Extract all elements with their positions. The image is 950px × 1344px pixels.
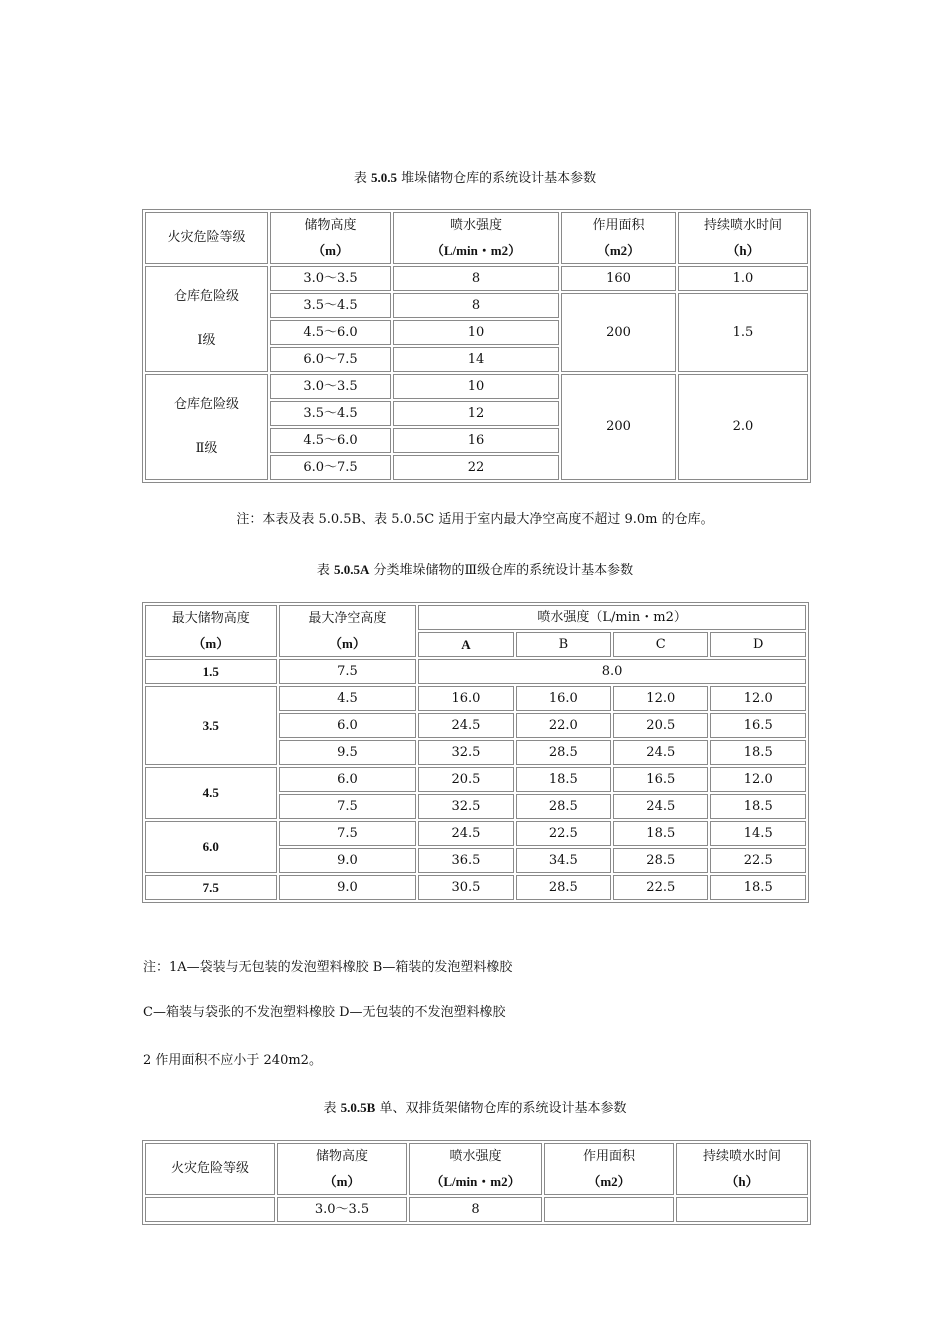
- intensity-cell: 22: [393, 455, 559, 480]
- table-5-0-5a-note-2: C—箱装与袋张的不发泡塑料橡胶 D—无包装的不发泡塑料橡胶: [143, 1005, 506, 1020]
- table-header-row: [145, 605, 806, 630]
- intensity-cell: 8: [409, 1197, 542, 1222]
- intensity-c-cell: 16.5: [613, 767, 708, 792]
- duration-cell: [676, 1197, 808, 1222]
- table-row: [145, 686, 806, 711]
- intensity-d-cell: 18.5: [710, 794, 806, 819]
- max-height-cell: 1.5: [145, 659, 277, 684]
- table-row: [145, 659, 806, 684]
- header-area-unit: （m2）: [596, 243, 641, 258]
- intensity-b-cell: 16.0: [516, 686, 611, 711]
- intensity-c-cell: 22.5: [613, 875, 708, 900]
- max-clear-cell: 7.5: [279, 659, 417, 684]
- max-height-cell: 7.5: [145, 875, 277, 900]
- table-5-0-5a: [142, 602, 809, 903]
- intensity-b-cell: 18.5: [516, 767, 611, 792]
- max-clear-cell: 4.5: [279, 686, 417, 711]
- header-area: [544, 1143, 674, 1195]
- header-height-unit: （m）: [323, 1174, 361, 1189]
- header-max-clear: [279, 605, 417, 657]
- intensity-d-cell: 18.5: [710, 740, 806, 765]
- caption-code: 5.0.5B: [340, 1100, 376, 1115]
- intensity-d-cell: 14.5: [710, 821, 806, 846]
- height-cell: 6.0～7.5: [270, 347, 391, 372]
- header-max-height-unit: （m）: [192, 636, 230, 651]
- header-intensity: [393, 212, 559, 264]
- intensity-b-cell: 28.5: [516, 740, 611, 765]
- header-duration-unit: （h）: [726, 243, 760, 258]
- intensity-cell: 14: [393, 347, 559, 372]
- intensity-d-cell: 12.0: [710, 767, 806, 792]
- header-height: [270, 212, 391, 264]
- table-row: [145, 266, 808, 291]
- table-row: [145, 875, 806, 900]
- header-col-d: D: [710, 632, 806, 657]
- intensity-a-cell: 24.5: [418, 713, 513, 738]
- header-max-clear-label: 最大净空高度: [308, 611, 387, 626]
- caption-text: 分类堆垛储物的Ⅲ级仓库的系统设计基本参数: [369, 563, 634, 578]
- max-clear-cell: 7.5: [279, 794, 417, 819]
- height-cell: 4.5～6.0: [270, 428, 391, 453]
- header-duration: [678, 212, 808, 264]
- intensity-b-cell: 28.5: [516, 875, 611, 900]
- intensity-a-cell: 20.5: [418, 767, 513, 792]
- table-row: [145, 821, 806, 846]
- height-cell: 3.0～3.5: [277, 1197, 407, 1222]
- height-cell: 6.0～7.5: [270, 455, 391, 480]
- table-5-0-5b: [142, 1140, 811, 1225]
- max-clear-cell: 9.0: [279, 848, 417, 873]
- table-row: [145, 1197, 808, 1222]
- intensity-d-cell: 18.5: [710, 875, 806, 900]
- hazard-cell: [145, 1197, 275, 1222]
- intensity-d-cell: 12.0: [710, 686, 806, 711]
- hazard-class-2-line1: 仓库危险级: [173, 397, 239, 412]
- table-row: [145, 374, 808, 399]
- intensity-b-cell: 28.5: [516, 794, 611, 819]
- area-cell: 160: [561, 266, 676, 291]
- header-duration: [676, 1143, 808, 1195]
- header-max-height-label: 最大储物高度: [171, 611, 250, 626]
- header-area-label: 作用面积: [592, 218, 645, 233]
- header-duration-label: 持续喷水时间: [702, 1149, 781, 1164]
- hazard-class-2-line2: Ⅱ级: [195, 441, 218, 456]
- header-intensity-unit: （L/min・m2）: [430, 243, 522, 258]
- intensity-d-cell: 16.5: [710, 713, 806, 738]
- intensity-d-cell: 22.5: [710, 848, 806, 873]
- header-height-label: 储物高度: [304, 218, 357, 233]
- caption-code: 5.0.5A: [334, 562, 370, 577]
- max-clear-cell: 7.5: [279, 821, 417, 846]
- intensity-a-cell: 36.5: [418, 848, 513, 873]
- intensity-b-cell: 22.5: [516, 821, 611, 846]
- header-hazard: 火灾危险等级: [145, 1143, 275, 1195]
- area-cell: 200: [561, 374, 676, 480]
- height-cell: 4.5～6.0: [270, 320, 391, 345]
- intensity-a-cell: 30.5: [418, 875, 513, 900]
- duration-cell: 2.0: [678, 374, 808, 480]
- max-height-cell: 3.5: [145, 686, 277, 765]
- max-clear-cell: 6.0: [279, 767, 417, 792]
- header-hazard: 火灾危险等级: [145, 212, 268, 264]
- header-max-clear-unit: （m）: [328, 636, 366, 651]
- caption-prefix: 表: [316, 563, 335, 578]
- intensity-cell: 8: [393, 293, 559, 318]
- header-col-a: A: [418, 632, 513, 657]
- table-5-0-5-caption: [0, 169, 950, 188]
- intensity-b-cell: 22.0: [516, 713, 611, 738]
- height-cell: 3.5～4.5: [270, 401, 391, 426]
- header-area-unit: （m2）: [587, 1174, 631, 1189]
- max-clear-cell: 9.0: [279, 875, 417, 900]
- height-cell: 3.0～3.5: [270, 374, 391, 399]
- header-height-unit: （m）: [312, 243, 349, 258]
- intensity-a-cell: 16.0: [418, 686, 513, 711]
- hazard-class-1: [145, 266, 268, 372]
- header-height: [277, 1143, 407, 1195]
- area-cell: [544, 1197, 674, 1222]
- intensity-c-cell: 20.5: [613, 713, 708, 738]
- intensity-cell: 10: [393, 374, 559, 399]
- intensity-merged-cell: 8.0: [418, 659, 806, 684]
- max-height-cell: 4.5: [145, 767, 277, 819]
- intensity-c-cell: 24.5: [613, 794, 708, 819]
- caption-text: 单、双排货架储物仓库的系统设计基本参数: [375, 1101, 627, 1116]
- max-clear-cell: 6.0: [279, 713, 417, 738]
- intensity-cell: 10: [393, 320, 559, 345]
- duration-cell: 1.5: [678, 293, 808, 372]
- header-intensity: [409, 1143, 542, 1195]
- intensity-a-cell: 24.5: [418, 821, 513, 846]
- header-duration-label: 持续喷水时间: [703, 218, 782, 233]
- header-intensity-label: 喷水强度: [449, 1149, 502, 1164]
- max-clear-cell: 9.5: [279, 740, 417, 765]
- table-5-0-5: [142, 209, 811, 483]
- header-col-c: C: [613, 632, 708, 657]
- area-cell: 200: [561, 293, 676, 372]
- header-intensity-label: 喷水强度: [449, 218, 502, 233]
- header-intensity-unit: （L/min・m2）: [430, 1174, 521, 1189]
- hazard-class-2: [145, 374, 268, 480]
- intensity-c-cell: 24.5: [613, 740, 708, 765]
- table-header-row: [145, 212, 808, 264]
- height-cell: 3.0～3.5: [270, 266, 391, 291]
- header-max-height: [145, 605, 277, 657]
- intensity-a-cell: 32.5: [418, 740, 513, 765]
- intensity-cell: 8: [393, 266, 559, 291]
- table-row: [145, 767, 806, 792]
- table-5-0-5a-note-3: 2 作用面积不应小于 240m2。: [143, 1053, 322, 1068]
- max-height-cell: 6.0: [145, 821, 277, 873]
- header-area: [561, 212, 676, 264]
- intensity-a-cell: 32.5: [418, 794, 513, 819]
- hazard-class-1-line2: Ⅰ级: [197, 333, 216, 348]
- height-cell: 3.5～4.5: [270, 293, 391, 318]
- intensity-c-cell: 28.5: [613, 848, 708, 873]
- intensity-c-cell: 18.5: [613, 821, 708, 846]
- header-intensity: 喷水强度（L/min・m2）: [418, 605, 806, 630]
- table-5-0-5b-caption: [0, 1099, 950, 1118]
- duration-cell: 1.0: [678, 266, 808, 291]
- header-duration-unit: （h）: [725, 1174, 759, 1189]
- hazard-class-1-line1: 仓库危险级: [173, 289, 239, 304]
- table-5-0-5a-caption: [0, 561, 950, 580]
- header-area-label: 作用面积: [582, 1149, 635, 1164]
- table-header-row: [145, 1143, 808, 1195]
- table-5-0-5a-note-1: 注：1A—袋装与无包装的发泡塑料橡胶 B—箱装的发泡塑料橡胶: [143, 960, 513, 975]
- intensity-c-cell: 12.0: [613, 686, 708, 711]
- caption-prefix: 表: [323, 1101, 341, 1116]
- table-5-0-5-note: 注：本表及表 5.0.5B、表 5.0.5C 适用于室内最大净空高度不超过 9.0m 的仓库。: [236, 512, 714, 527]
- header-height-label: 储物高度: [315, 1149, 368, 1164]
- caption-text: 堆垛储物仓库的系统设计基本参数: [397, 171, 597, 186]
- intensity-cell: 16: [393, 428, 559, 453]
- header-col-b: B: [516, 632, 611, 657]
- caption-prefix: 表: [353, 171, 371, 186]
- intensity-cell: 12: [393, 401, 559, 426]
- intensity-b-cell: 34.5: [516, 848, 611, 873]
- caption-code: 5.0.5: [371, 170, 397, 185]
